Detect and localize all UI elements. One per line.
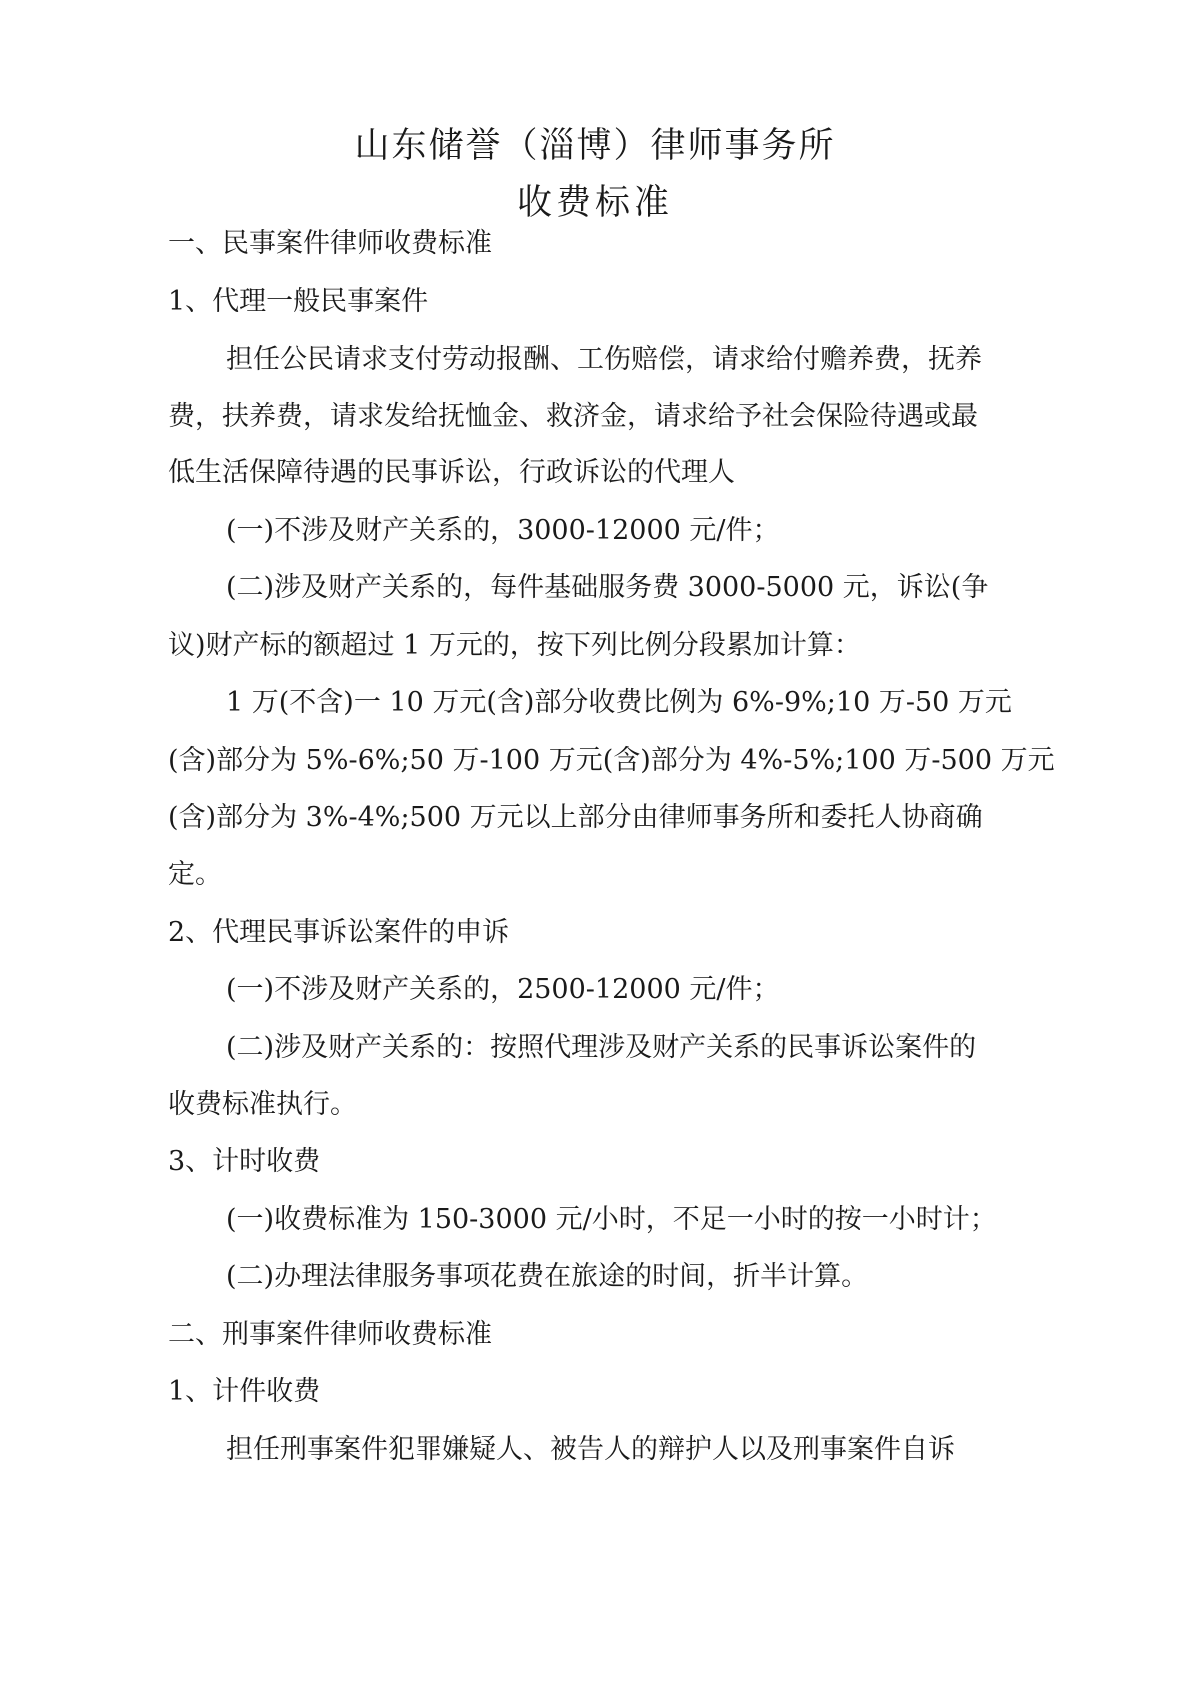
document-subtitle: 收费标准 (516, 183, 673, 223)
paragraph-line: 议)财产标的额超过 1 万元的，按下列比例分段累加计算： (168, 630, 861, 661)
subsection-heading: 1、计件收费 (168, 1376, 321, 1407)
paragraph-line: 低生活保障待遇的民事诉讼，行政诉讼的代理人 (168, 457, 735, 488)
paragraph-line: (含)部分为 3%-4%;500 万元以上部分由律师事务所和委托人协商确 (168, 802, 983, 833)
paragraph-line: 1 万(不含)一 10 万元(含)部分收费比例为 6%-9%;10 万-50 万元 (226, 687, 1012, 718)
document-title: 山东储誉（淄博）律师事务所 (354, 126, 836, 166)
subsection-heading: 2、代理民事诉讼案件的申诉 (168, 917, 510, 948)
section-heading-civil: 一、民事案件律师收费标准 (168, 228, 492, 259)
paragraph-line: (二)涉及财产关系的，每件基础服务费 3000-5000 元，诉讼(争 (226, 572, 989, 603)
section-heading-criminal: 二、刑事案件律师收费标准 (168, 1319, 492, 1350)
paragraph-line: (含)部分为 5%-6%;50 万-100 万元(含)部分为 4%-5%;100 万-500 万元 (168, 745, 1055, 776)
paragraph-line: 担任刑事案件犯罪嫌疑人、被告人的辩护人以及刑事案件自诉 (226, 1434, 955, 1465)
paragraph-line: 担任公民请求支付劳动报酬、工伤赔偿，请求给付赡养费，抚养 (226, 344, 982, 375)
paragraph-line: 收费标准执行。 (168, 1089, 357, 1120)
paragraph-line: (一)收费标准为 150-3000 元/小时，不足一小时的按一小时计； (226, 1204, 997, 1235)
paragraph-line: (一)不涉及财产关系的，3000-12000 元/件； (226, 515, 780, 546)
paragraph-line: (二)办理法律服务事项花费在旅途的时间，折半计算。 (226, 1261, 869, 1292)
paragraph-line: (二)涉及财产关系的：按照代理涉及财产关系的民事诉讼案件的 (226, 1032, 977, 1063)
paragraph-line: (一)不涉及财产关系的，2500-12000 元/件； (226, 974, 780, 1005)
subsection-heading: 3、计时收费 (168, 1146, 321, 1177)
subsection-heading: 1、代理一般民事案件 (168, 286, 429, 317)
paragraph-line: 定。 (168, 859, 222, 890)
paragraph-line: 费，扶养费，请求发给抚恤金、救济金，请求给予社会保险待遇或最 (168, 401, 978, 432)
